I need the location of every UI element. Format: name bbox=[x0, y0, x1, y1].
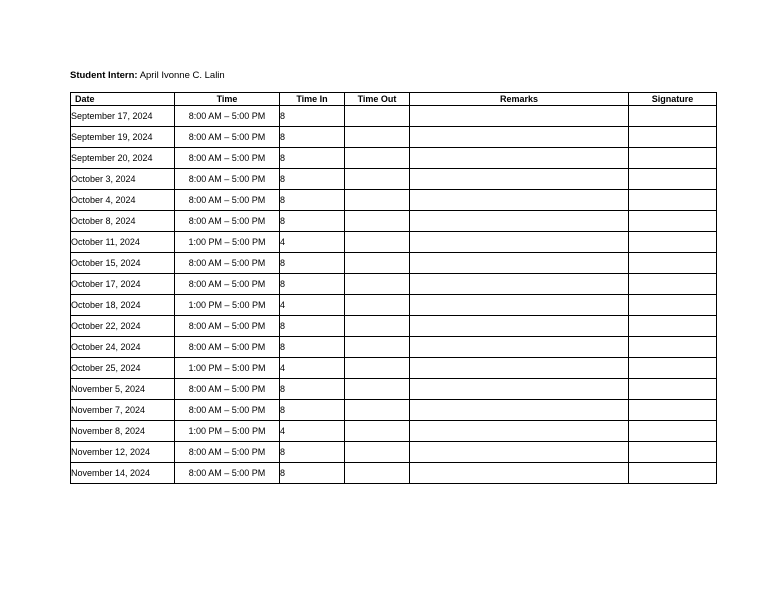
column-header-date: Date bbox=[71, 93, 175, 106]
time-out-cell bbox=[345, 400, 410, 421]
table-row bbox=[71, 379, 717, 400]
time-in-cell: 8 bbox=[280, 190, 345, 211]
time-cell: 8:00 AM – 5:00 PM bbox=[175, 169, 280, 190]
time-cell: 8:00 AM – 5:00 PM bbox=[175, 211, 280, 232]
time-out-cell bbox=[345, 253, 410, 274]
time-cell: 8:00 AM – 5:00 PM bbox=[175, 463, 280, 484]
time-cell: 8:00 AM – 5:00 PM bbox=[175, 442, 280, 463]
time-in-cell: 8 bbox=[280, 148, 345, 169]
remarks-cell bbox=[410, 190, 629, 211]
time-cell: 8:00 AM – 5:00 PM bbox=[175, 106, 280, 127]
time-out-cell bbox=[345, 211, 410, 232]
student-intern-name: April Ivonne C. Lalin bbox=[139, 70, 225, 81]
time-in-cell: 8 bbox=[280, 274, 345, 295]
time-cell: 8:00 AM – 5:00 PM bbox=[175, 148, 280, 169]
remarks-cell bbox=[410, 253, 629, 274]
time-out-cell bbox=[345, 379, 410, 400]
date-cell: November 7, 2024 bbox=[71, 400, 175, 421]
time-in-cell: 8 bbox=[280, 316, 345, 337]
remarks-cell bbox=[410, 400, 629, 421]
time-out-cell bbox=[345, 421, 410, 442]
remarks-cell bbox=[410, 211, 629, 232]
signature-cell bbox=[629, 316, 717, 337]
table-row bbox=[71, 211, 717, 232]
table-row bbox=[71, 106, 717, 127]
remarks-cell bbox=[410, 421, 629, 442]
time-in-cell: 8 bbox=[280, 127, 345, 148]
time-cell: 8:00 AM – 5:00 PM bbox=[175, 400, 280, 421]
student-intern-label: Student Intern: bbox=[70, 70, 138, 81]
table-row bbox=[71, 253, 717, 274]
time-cell: 1:00 PM – 5:00 PM bbox=[175, 295, 280, 316]
time-out-cell bbox=[345, 358, 410, 379]
time-out-cell bbox=[345, 148, 410, 169]
date-cell: October 4, 2024 bbox=[71, 190, 175, 211]
remarks-cell bbox=[410, 148, 629, 169]
date-cell: October 15, 2024 bbox=[71, 253, 175, 274]
signature-cell bbox=[629, 232, 717, 253]
date-cell: November 14, 2024 bbox=[71, 463, 175, 484]
date-cell: November 5, 2024 bbox=[71, 379, 175, 400]
table-row bbox=[71, 274, 717, 295]
date-cell: October 17, 2024 bbox=[71, 274, 175, 295]
date-cell: October 8, 2024 bbox=[71, 211, 175, 232]
table-row bbox=[71, 190, 717, 211]
time-cell: 8:00 AM – 5:00 PM bbox=[175, 274, 280, 295]
table-row bbox=[71, 316, 717, 337]
column-header-time-out: Time Out bbox=[345, 93, 410, 106]
column-header-signature: Signature bbox=[629, 93, 717, 106]
signature-cell bbox=[629, 148, 717, 169]
date-cell: September 17, 2024 bbox=[71, 106, 175, 127]
remarks-cell bbox=[410, 169, 629, 190]
signature-cell bbox=[629, 190, 717, 211]
time-in-cell: 8 bbox=[280, 211, 345, 232]
column-header-remarks: Remarks bbox=[410, 93, 629, 106]
signature-cell bbox=[629, 274, 717, 295]
signature-cell bbox=[629, 421, 717, 442]
signature-cell bbox=[629, 253, 717, 274]
date-cell: October 18, 2024 bbox=[71, 295, 175, 316]
signature-cell bbox=[629, 379, 717, 400]
attendance-table bbox=[70, 92, 717, 484]
table-row bbox=[71, 232, 717, 253]
table-row bbox=[71, 358, 717, 379]
remarks-cell bbox=[410, 106, 629, 127]
time-out-cell bbox=[345, 463, 410, 484]
time-out-cell bbox=[345, 232, 410, 253]
date-cell: October 25, 2024 bbox=[71, 358, 175, 379]
signature-cell bbox=[629, 295, 717, 316]
remarks-cell bbox=[410, 463, 629, 484]
time-out-cell bbox=[345, 442, 410, 463]
time-in-cell: 4 bbox=[280, 295, 345, 316]
time-cell: 1:00 PM – 5:00 PM bbox=[175, 232, 280, 253]
time-cell: 8:00 AM – 5:00 PM bbox=[175, 253, 280, 274]
signature-cell bbox=[629, 400, 717, 421]
signature-cell bbox=[629, 337, 717, 358]
signature-cell bbox=[629, 211, 717, 232]
remarks-cell bbox=[410, 337, 629, 358]
time-out-cell bbox=[345, 337, 410, 358]
time-out-cell bbox=[345, 316, 410, 337]
date-cell: November 12, 2024 bbox=[71, 442, 175, 463]
signature-cell bbox=[629, 442, 717, 463]
time-cell: 8:00 AM – 5:00 PM bbox=[175, 379, 280, 400]
date-cell: October 24, 2024 bbox=[71, 337, 175, 358]
time-out-cell bbox=[345, 127, 410, 148]
time-in-cell: 8 bbox=[280, 442, 345, 463]
column-header-time: Time bbox=[175, 93, 280, 106]
time-cell: 8:00 AM – 5:00 PM bbox=[175, 337, 280, 358]
signature-cell bbox=[629, 106, 717, 127]
remarks-cell bbox=[410, 358, 629, 379]
signature-cell bbox=[629, 463, 717, 484]
date-cell: November 8, 2024 bbox=[71, 421, 175, 442]
time-in-cell: 8 bbox=[280, 106, 345, 127]
time-in-cell: 8 bbox=[280, 253, 345, 274]
date-cell: September 20, 2024 bbox=[71, 148, 175, 169]
time-out-cell bbox=[345, 106, 410, 127]
signature-cell bbox=[629, 358, 717, 379]
remarks-cell bbox=[410, 295, 629, 316]
time-cell: 1:00 PM – 5:00 PM bbox=[175, 358, 280, 379]
remarks-cell bbox=[410, 316, 629, 337]
table-row bbox=[71, 148, 717, 169]
remarks-cell bbox=[410, 274, 629, 295]
time-out-cell bbox=[345, 295, 410, 316]
student-intern-line bbox=[70, 70, 225, 82]
time-cell: 8:00 AM – 5:00 PM bbox=[175, 316, 280, 337]
time-in-cell: 8 bbox=[280, 463, 345, 484]
table-row bbox=[71, 295, 717, 316]
date-cell: October 3, 2024 bbox=[71, 169, 175, 190]
time-cell: 8:00 AM – 5:00 PM bbox=[175, 190, 280, 211]
signature-cell bbox=[629, 127, 717, 148]
column-header-time-in: Time In bbox=[280, 93, 345, 106]
remarks-cell bbox=[410, 232, 629, 253]
table-row bbox=[71, 442, 717, 463]
date-cell: September 19, 2024 bbox=[71, 127, 175, 148]
table-row bbox=[71, 127, 717, 148]
table-row bbox=[71, 463, 717, 484]
time-in-cell: 4 bbox=[280, 421, 345, 442]
time-cell: 1:00 PM – 5:00 PM bbox=[175, 421, 280, 442]
date-cell: October 22, 2024 bbox=[71, 316, 175, 337]
table-row bbox=[71, 400, 717, 421]
remarks-cell bbox=[410, 442, 629, 463]
time-in-cell: 8 bbox=[280, 400, 345, 421]
time-out-cell bbox=[345, 190, 410, 211]
time-in-cell: 4 bbox=[280, 232, 345, 253]
date-cell: October 11, 2024 bbox=[71, 232, 175, 253]
time-out-cell bbox=[345, 274, 410, 295]
time-in-cell: 8 bbox=[280, 169, 345, 190]
remarks-cell bbox=[410, 379, 629, 400]
time-out-cell bbox=[345, 169, 410, 190]
table-row bbox=[71, 169, 717, 190]
time-in-cell: 4 bbox=[280, 358, 345, 379]
table-row bbox=[71, 337, 717, 358]
remarks-cell bbox=[410, 127, 629, 148]
table-row bbox=[71, 421, 717, 442]
time-in-cell: 8 bbox=[280, 379, 345, 400]
time-cell: 8:00 AM – 5:00 PM bbox=[175, 127, 280, 148]
time-in-cell: 8 bbox=[280, 337, 345, 358]
table-header-row bbox=[71, 93, 717, 106]
signature-cell bbox=[629, 169, 717, 190]
